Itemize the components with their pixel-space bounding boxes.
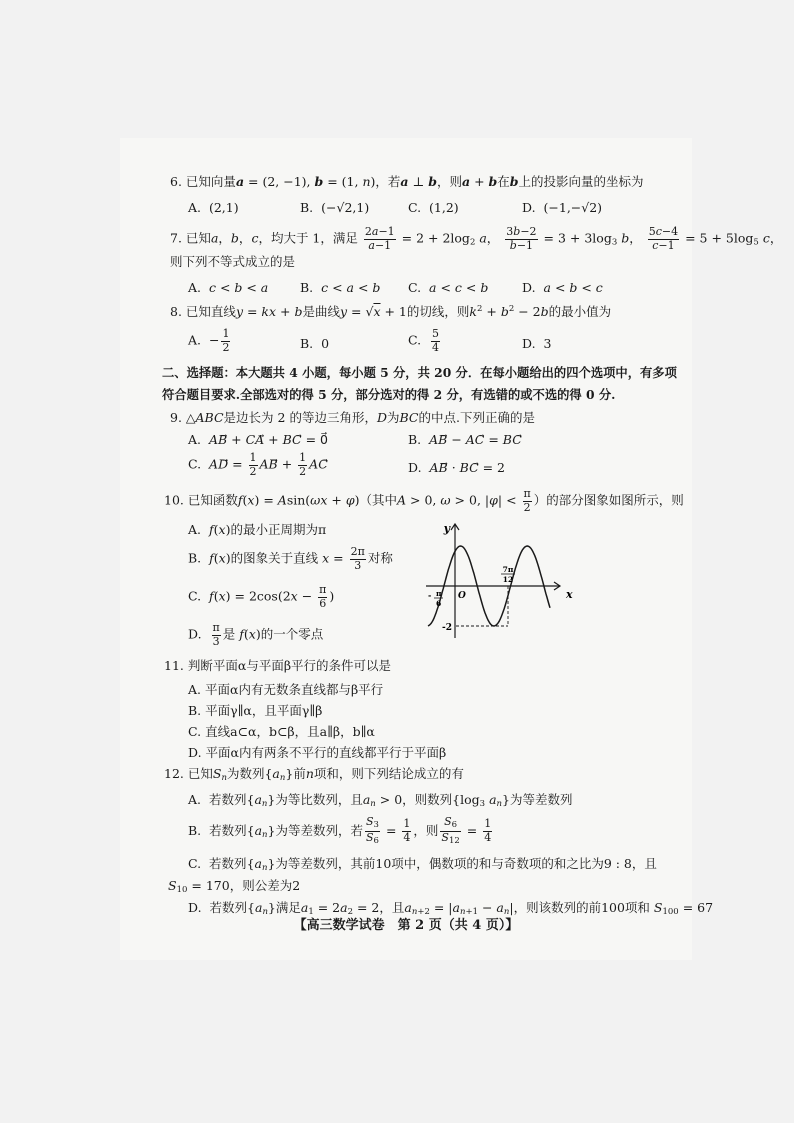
q12-option-b: B. 若数列$\{a_n\}$为等差数列，若 $\frac{S_3}{S_6}$ = $\frac{1}{4}$ ，则 $\frac{S_6}{S_{12}}$ = $\frac{1}{4}$ [188,815,492,846]
question-10: 10. 已知函数f(x) = Asin(ωx + φ)（其中A > 0, ω > 0, |φ| < $\frac{\pi}{2}$ ）的部分图象如图所示，则 [164,487,684,514]
q9-option-d: D. AB⃗ · BC⃗ = 2 [408,460,506,475]
question-9: 9. △ABC是边长为 2 的等边三角形，D为BC的中点.下列正确的是 [170,410,535,425]
q6-option-c: C. (1,2) [408,200,459,215]
q7-option-b: B. c < a < b [300,280,381,295]
origin-label: O [458,591,466,601]
q8-option-d: D. 3 [522,336,552,351]
q12-option-c-cont: $S_{10} = 170$，则公差为2 [168,878,301,895]
q10-option-c: C. f(x) = 2cos(2x − $\frac{\pi}{6}$ ) [188,583,335,610]
question-8: 8. 已知直线y = kx + b是曲线y = √x + 1的切线，则$k^2 + b^2 - 2b$的最小值为 [170,304,612,319]
q12-option-a: A. 若数列$\{a_n\}$为等比数列，且$a_n > 0$，则数列{$\log_3$ $a_n$}为等差数列 [188,792,573,809]
q7-option-a: A. c < b < a [188,280,269,295]
question-6: 6. 已知向量a = (2, −1), b = (1, n)，若a ⊥ b，则a + b在b上的投影向量的坐标为 [170,174,644,189]
tick-right-num: 7π [502,565,514,574]
section-2-heading: 二、选择题：本大题共 4 小题，每小题 5 分，共 20 分．在每小题给出的四个选项中，有多项 [162,365,677,380]
q11-option-c: C. 直线a⊂α，b⊂β，且a∥β，b∥α [188,724,375,739]
q10-option-b: B. f(x)的图象关于直线 x = $\frac{2\pi}{3}$ 对称 [188,545,393,572]
y-tick-min: -2 [442,623,452,633]
q6-option-a: A. (2,1) [188,200,239,215]
tick-left-sign: - [428,590,432,600]
q9-option-c: C. AD⃗ = $\frac{1}{2}$ AB⃗ + $\frac{1}{2}$ AC [188,451,328,478]
question-12: 12. 已知$S_n$为数列$\{a_n\}$前n项和，则下列结论成立的有 [164,766,464,783]
q7-line-2: 则下列不等式成立的是 [170,254,296,269]
q11-option-b: B. 平面γ∥α，且平面γ∥β [188,703,323,718]
q12-option-d: D. 若数列$\{a_n\}$满足$a_1 = 2a_2 = 2$，且$a_{n+2} = |a_{n+1} - a_n|$，则该数列的前100项和 $S_{100} = 67$ [188,900,714,917]
q6-option-d: D. (−1,−√2) [522,200,603,215]
tick-left-den: 6 [436,599,442,608]
q8-option-a: A. − $\frac{1}{2}$ [188,327,230,354]
tick-left-num: π [436,589,442,598]
q9-option-b: B. AB⃗ − AC⃗ = BC [408,432,522,447]
question-number: 6. [170,174,182,189]
page-footer: 【高三数学试卷 第 2 页（共 4 页）】 [293,918,519,933]
x-label: x [566,588,573,601]
section-2-heading-cont: 符合题目要求.全部选对的得 5 分，部分选对的得 2 分，有选错的或不选的得 0 分. [162,387,616,402]
q9-option-a: A. AB⃗ + CA⃗ + BC⃗ = 0⃗ [188,432,328,447]
q10-option-d: D. $\frac{\pi}{3}$ 是 f(x)的一个零点 [188,621,324,648]
function-graph [420,518,573,644]
q7-option-c: C. a < c < b [408,280,489,295]
q6-option-b: B. (−√2,1) [300,200,370,215]
question-11: 11. 判断平面α与平面β平行的条件可以是 [164,658,392,673]
q12-option-c: C. 若数列$\{a_n\}$为等差数列，其前10项中，偶数项的和与奇数项的和之比为9 : 8，且 [188,856,657,873]
q8-option-b: B. 0 [300,336,330,351]
y-label: y [443,522,450,535]
q8-option-c: C. $\frac{5}{4}$ [408,327,440,354]
q11-option-d: D. 平面α内有两条不平行的直线都平行于平面β [188,745,447,760]
question-7: 7. 已知a，b，c，均大于 1，满足 $\frac{2a-1}{a-1}$ = $2 + 2\log_2$ a， $\frac{3b-2}{b-1}$ = $3 + 3\log_3$ b， $\frac{5c-4}{c-1}$ = $5 + 5\log_5$ c， [170,225,783,252]
q11-option-a: A. 平面α内有无数条直线都与β平行 [188,682,384,697]
q10-option-a: A. f(x)的最小正周期为π [188,522,327,537]
exam-page [120,138,783,960]
tick-right-den: 12 [502,575,514,584]
q7-option-d: D. a < b < c [522,280,603,295]
